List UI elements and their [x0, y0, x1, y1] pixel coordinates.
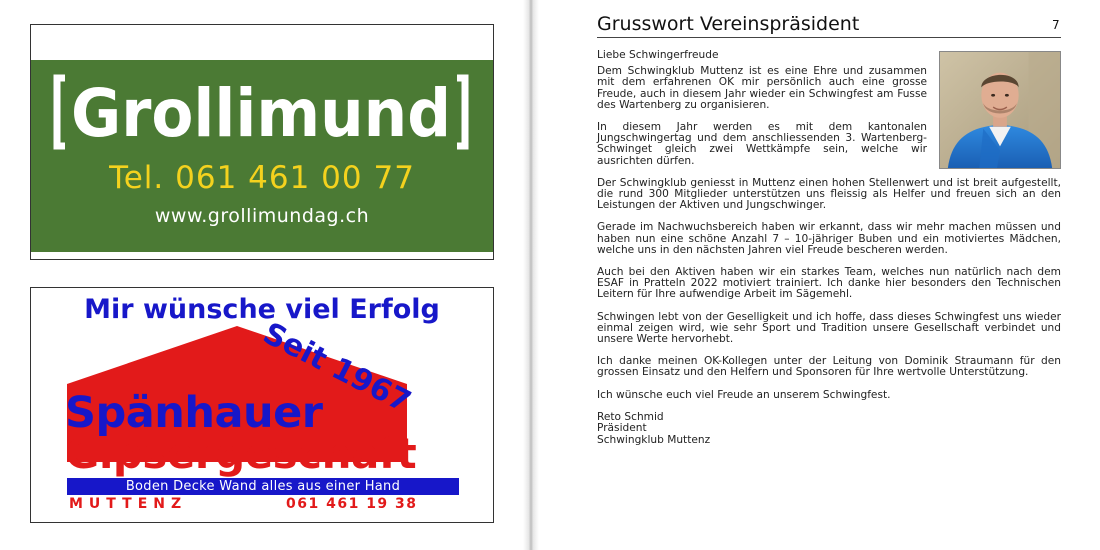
spaenhauer-town: MUTTENZ — [69, 496, 188, 512]
article-paragraph: In diesem Jahr werden es mit dem kantonalen Jungschwingertag und dem anschliessenden 3. Wartenberg-Schwinget gleich zwei Wettkämpfe sein, welche wir ausrichten dürfen. — [597, 121, 927, 167]
article-paragraph: Auch bei den Aktiven haben wir ein starkes Team, welches nun natürlich nach dem ESAF in Pratteln 2022 motiviert trainiert. Ich danke hier besonders den Technischen Leitern für Ihre aufwendige Arbeit im Sägemehl. — [597, 266, 1061, 301]
left-page — [0, 0, 523, 550]
spaenhauer-phone: 061 461 19 38 — [286, 496, 418, 512]
signature-role: Präsident — [597, 422, 647, 435]
spaenhauer-trade: Gipsergeschäft — [65, 429, 417, 478]
article-paragraph: Gerade im Nachwuchsbereich haben wir erkannt, dass wir mehr machen müssen und haben nun eine schöne Anzahl 7 – 10-jähriger Buben und ein motiviertes Mädchen, welche uns in den nächsten Jahren viel Freude bescheren werden. — [597, 221, 1061, 256]
article-greeting: Liebe Schwingerfreude — [597, 49, 719, 61]
signature-name: Reto Schmid — [597, 410, 664, 423]
spaenhauer-services: Boden Decke Wand alles aus einer Hand — [67, 478, 459, 495]
article-paragraph: Dem Schwingklub Muttenz ist es eine Ehre und zusammen mit dem erfahrenen OK mir persönlich auch eine grosse Freude, auch in diesem Jahr wieder ein Schwingfest am Fusse des Wartenberg zu organisieren. — [597, 65, 927, 111]
right-page — [539, 0, 1100, 550]
article-paragraph: Der Schwingklub geniesst in Muttenz einen hohen Stellenwert und ist breit aufgestellt, die rund 300 Mitglieder unterstützen uns fleissig als Helfer und freuen sich an den Leistungen der Aktiven und Jungschwinger. — [597, 176, 1061, 212]
grollimund-phone: Tel. 061 461 00 77 — [109, 160, 415, 196]
page-gutter — [523, 0, 539, 550]
title-divider — [597, 37, 1061, 38]
grollimund-ad — [30, 24, 494, 260]
spaenhauer-since: Seit 1967 — [257, 315, 417, 421]
grollimund-logo — [51, 72, 471, 152]
article-title: Grusswort Vereinspräsident — [597, 13, 860, 35]
grollimund-website: www.grollimundag.ch — [154, 205, 370, 227]
spaenhauer-ad — [30, 287, 494, 523]
article-paragraph: Schwingen lebt von der Geselligkeit und ich hoffe, dass dieses Schwingfest uns wieder einmal zeigen wird, wie sehr Sport und Tradition unsere Gesellschaft verbindet und unsere Werte hervorhebt. — [597, 310, 1061, 346]
article-paragraph: Ich wünsche euch viel Freude an unserem Schwingfest. — [597, 388, 891, 401]
signature-club: Schwingklub Muttenz — [597, 434, 711, 447]
spaenhauer-slogan: Mir wünsche viel Erfolg — [84, 294, 440, 325]
spaenhauer-name: Spänhauer — [65, 388, 323, 438]
grollimund-logo-text: Grollimund — [71, 75, 451, 152]
grollimund-ad-panel — [31, 60, 493, 252]
article-body — [597, 50, 1061, 447]
page-number: 7 — [1052, 18, 1060, 32]
article-paragraph: Ich danke meinen OK-Kollegen unter der Leitung von Dominik Straumann für den grossen Einsatz und den Helfern und Sponsoren für Ihre wertvolle Unterstützung. — [597, 355, 1061, 379]
signature-block — [597, 412, 1061, 447]
